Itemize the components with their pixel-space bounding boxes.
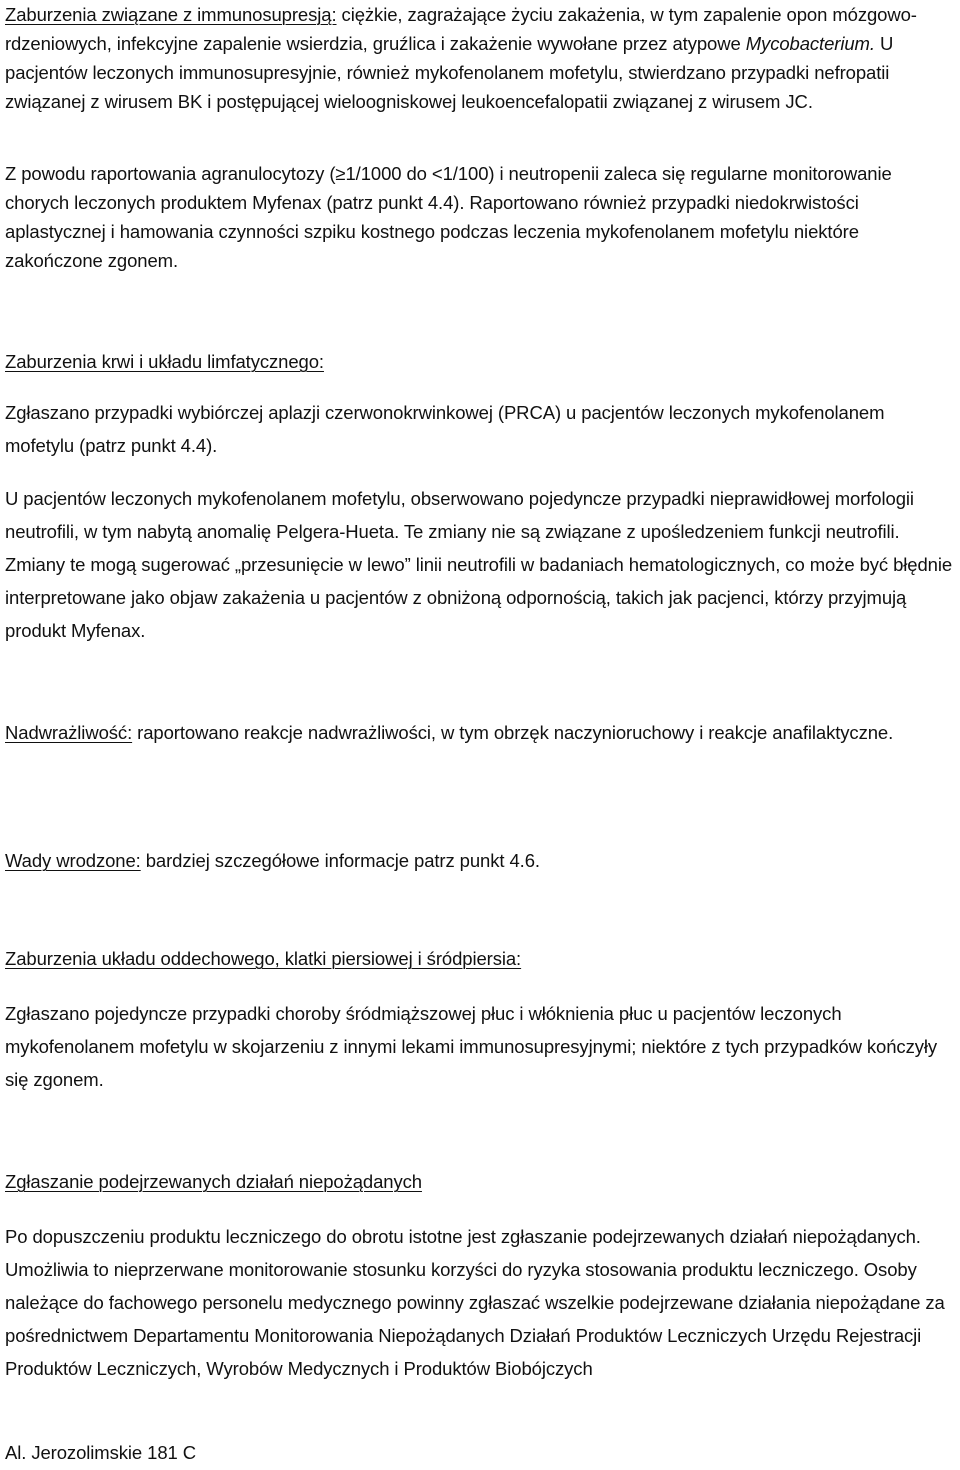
respiratory-heading-text: Zaburzenia układu oddechowego, klatki piersiowej i śródpiersia: [5, 948, 522, 969]
blood-paragraph-2: U pacjentów leczonych mykofenolanem mofetylu, obserwowano pojedyncze przypadki nieprawidłowej morfologii neutrofili, w tym nabytą anomalię Pelgera-Hueta. Te zmiany nie są związane z upośledzeniem funkcji neutrofili. Zmiany te mogą sugerować „przesunięcie w lewo” linii neutrofili w badaniach hematologicznych, co może być błędnie interpretowane jako objaw zakażenia u pacjentów z obniżoną odpornością, takich jak pacjenci, którzy przyjmują produkt Myfenax. [5, 488, 953, 641]
congenital-heading: Wady wrodzone: [5, 850, 141, 871]
hypersensitivity-text: raportowano reakcje nadwrażliwości, w tym obrzęk naczynioruchowy i reakcje anafilaktyczne. [132, 722, 894, 743]
blood-paragraph-1: Zgłaszano przypadki wybiórczej aplazji czerwonokrwinkowej (PRCA) u pacjentów leczonych mykofenolanem mofetylu (patrz punkt 4.4). [5, 402, 885, 456]
respiratory-heading [5, 943, 955, 975]
blood-heading [5, 345, 955, 378]
agranulocytosis-paragraph: Z powodu raportowania agranulocytozy (≥1/1000 do <1/100) i neutropenii zaleca się regularne monitorowanie chorych leczonych produktem Myfenax (patrz punkt 4.4). Raportowano również przypadki niedokrwistości aplastycznej i hamowania czynności szpiku kostnego podczas leczenia mykofenolanem mofetylu niektóre zakończone zgonem. [5, 163, 892, 271]
respiratory-paragraph: Zgłaszano pojedyncze przypadki choroby śródmiąższowej płuc i włóknienia płuc u pacjentów leczonych mykofenolanem mofetylu w skojarzeniu z innymi lekami immunosupresyjnymi; niektóre z tych przypadków kończyły się zgonem. [5, 1003, 938, 1090]
reporting-heading-text: Zgłaszanie podejrzewanych działań niepożądanych [5, 1171, 422, 1192]
hypersensitivity-heading: Nadwrażliwość: [5, 722, 133, 743]
reporting-paragraph: Po dopuszczeniu produktu leczniczego do obrotu istotne jest zgłaszanie podejrzewanych działań niepożądanych. Umożliwia to nieprzerwane monitorowanie stosunku korzyści do ryzyka stosowania produktu leczniczego. Osoby należące do fachowego personelu medycznego powinny zgłaszać wszelkie podejrzewane działania niepożądane za pośrednictwem Departamentu Monitorowania Niepożądanych Działań Produktów Leczniczych Urzędu Rejestracji Produktów Leczniczych, Wyrobów Medycznych i Produktów Biobójczych [5, 1226, 945, 1379]
immunosuppression-paragraph [5, 0, 955, 116]
address-line: Al. Jerozolimskie 181 C [5, 1442, 196, 1463]
congenital-text: bardziej szczegółowe informacje patrz punkt 4.6. [140, 850, 540, 871]
blood-heading-text: Zaburzenia krwi i układu limfatycznego: [5, 351, 324, 372]
immunosuppression-text-a: ciężkie, zagrażające życiu zakażenia, w tym zapalenie opon mózgowo-rdzeniowych, infekcyjne zapalenie wsierdzia, gruźlica i zakażenie wywołane przez atypowe [5, 4, 917, 54]
immunosuppression-heading: Zaburzenia związane z immunosupresją: [5, 4, 337, 25]
immunosuppression-text-b: U pacjentów leczonych immunosupresyjnie, również mykofenolanem mofetylu, stwierdzano przypadki nefropatii związanej z wirusem BK i postępującej wieloogniskowej leukoencefalopatii związanej z wirusem JC. [5, 33, 894, 112]
mycobacterium-term: Mycobacterium. [745, 33, 875, 54]
congenital-paragraph [5, 846, 955, 875]
reporting-heading [5, 1166, 955, 1198]
hypersensitivity-paragraph [5, 718, 955, 747]
